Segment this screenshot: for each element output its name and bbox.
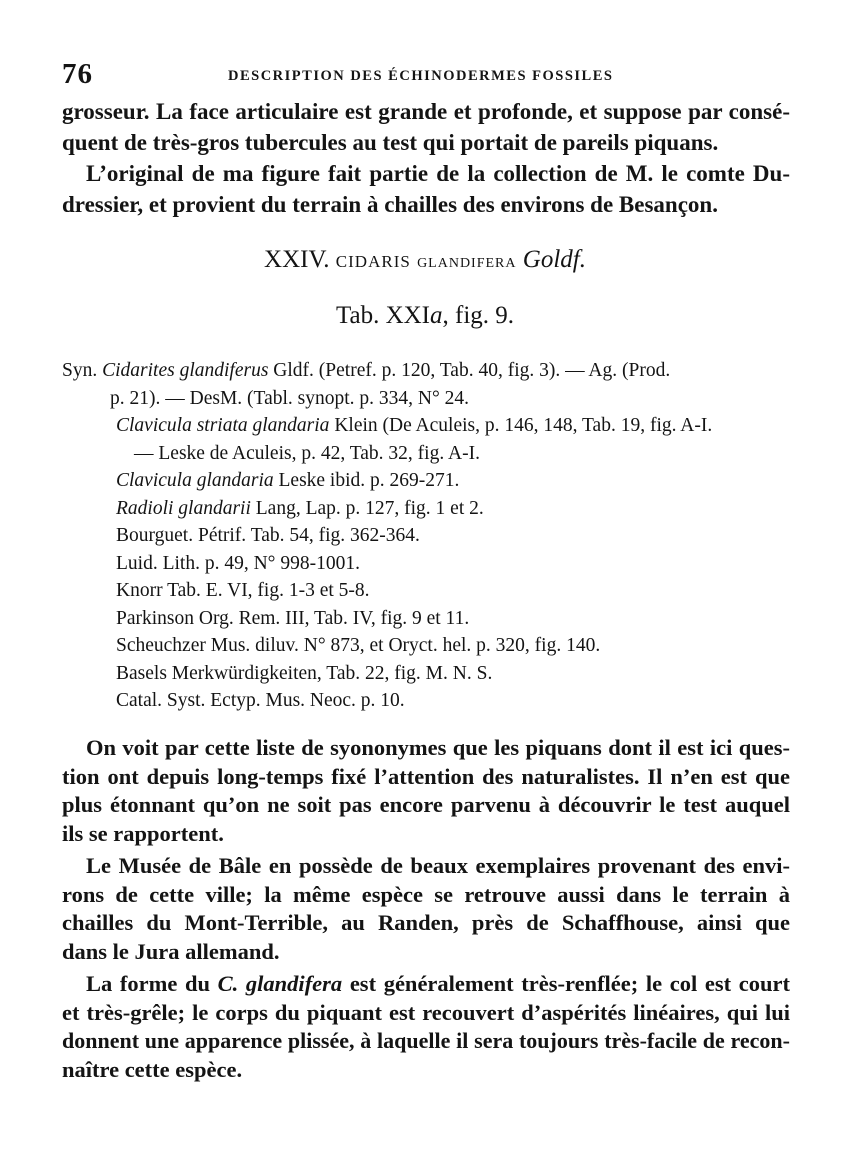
synonym-entry — [62, 467, 792, 495]
synonym-entry: Knorr Tab. E. VI, fig. 1-3 et 5-8. — [116, 580, 370, 601]
synonym-entry: Luid. Lith. p. 49, N° 998-1001. — [116, 552, 360, 574]
synonym-entry — [62, 412, 792, 440]
text-line: et très-grêle; le corps du piquant est recouvert d’aspérités linéaires, qui lui — [62, 999, 790, 1025]
figure-ref: , fig. 9. — [442, 302, 515, 329]
text-line: naître cette espèce. — [62, 1056, 243, 1082]
text-line: dressier, et provient du terrain à chailles des environs de Besançon. — [62, 192, 718, 217]
species-author: Goldf. — [522, 246, 586, 273]
synonym-taxon: Radioli glandarii — [116, 497, 251, 519]
plate-label: Tab. XXI — [335, 302, 431, 329]
species-number: XXIV. — [264, 246, 330, 273]
synonym-entry: Basels Merkwürdigkeiten, Tab. 22, fig. M. N. S. — [116, 662, 493, 684]
synonym-entry — [62, 495, 792, 523]
species-heading — [0, 246, 850, 274]
synonym-taxon: Cidarites glandiferus — [102, 360, 269, 381]
text-line: donnent une apparence plissée, à laquelle il sera toujours très-facile de recon- — [62, 1028, 790, 1053]
plate-letter: a — [430, 302, 443, 329]
synonymy-label: Syn. — [62, 360, 98, 381]
species-genus: CIDARIS — [335, 252, 411, 271]
synonym-entry: Catal. Syst. Ectyp. Mus. Neoc. p. 10. — [116, 690, 405, 711]
text-line: Le Musée de Bâle en possède de beaux exemplaires provenant des envi- — [86, 853, 790, 878]
text-span: est généralement très-renflée; le col est court — [342, 971, 790, 996]
page-number: 76 — [62, 58, 93, 90]
text-line: ils se rapportent. — [62, 820, 224, 846]
species-epithet: GLANDIFERA — [417, 256, 517, 271]
text-line: quent de très-gros tubercules au test qui portait de pareils piquans. — [62, 130, 719, 155]
taxon-name: C. glandifera — [217, 971, 343, 996]
synonym-entry: Scheuchzer Mus. diluv. N° 873, et Oryct. hel. p. 320, fig. 140. — [116, 635, 601, 656]
body-paragraph-3 — [62, 970, 790, 1084]
page-header — [62, 58, 782, 92]
text-line: dans le Jura allemand. — [62, 938, 280, 964]
synonym-ref: Leske ibid. p. 269-271. — [273, 470, 460, 491]
text-line: grosseur. La face articulaire est grande et profonde, et suppose par consé- — [62, 99, 790, 124]
plate-reference — [0, 302, 850, 330]
intro-paragraph — [62, 96, 790, 220]
synonym-ref: Klein (De Aculeis, p. 146, 148, Tab. 19, fig. A-I. — [329, 415, 713, 436]
body-paragraph-2 — [62, 852, 790, 966]
synonym-taxon: Clavicula striata glandaria — [116, 415, 330, 436]
synonymy-list — [62, 357, 792, 715]
synonym-entry: — Leske de Aculeis, p. 42, Tab. 32, fig. A-I. — [134, 442, 480, 464]
text-line: rons de cette ville; la même espèce se retrouve aussi dans le terrain à — [62, 881, 790, 907]
text-line: L’original de ma figure fait partie de la collection de M. le comte Du- — [86, 161, 790, 186]
text-line — [62, 970, 790, 999]
synonym-taxon: Clavicula glandaria — [116, 470, 274, 491]
synonym-entry: p. 21). — DesM. (Tabl. synopt. p. 334, N° 24. — [110, 387, 470, 409]
body-paragraph-1 — [62, 734, 790, 848]
synonym-entry: Bourguet. Pétrif. Tab. 54, fig. 362-364. — [116, 525, 420, 546]
synonym-entry: Parkinson Org. Rem. III, Tab. IV, fig. 9 et 11. — [116, 607, 470, 629]
synonym-entry — [62, 357, 792, 385]
text-line: On voit par cette liste de syononymes que les piquans dont il est ici ques- — [86, 735, 790, 760]
synonym-ref: Lang, Lap. p. 127, fig. 1 et 2. — [250, 497, 484, 519]
text-span: La forme du — [86, 971, 218, 996]
synonym-ref: Gldf. (Petref. p. 120, Tab. 40, fig. 3). — Ag. (Prod. — [268, 360, 671, 381]
text-line: tion ont depuis long-temps fixé l’attention des naturalistes. Il n’en est que — [62, 763, 790, 789]
text-line: plus étonnant qu’on ne soit pas encore parvenu à découvrir le test auquel — [62, 792, 790, 817]
text-line: chailles du Mont-Terrible, au Randen, près de Schaffhouse, ainsi que — [62, 910, 790, 935]
running-head: DESCRIPTION DES ÉCHINODERMES FOSSILES — [228, 68, 614, 84]
